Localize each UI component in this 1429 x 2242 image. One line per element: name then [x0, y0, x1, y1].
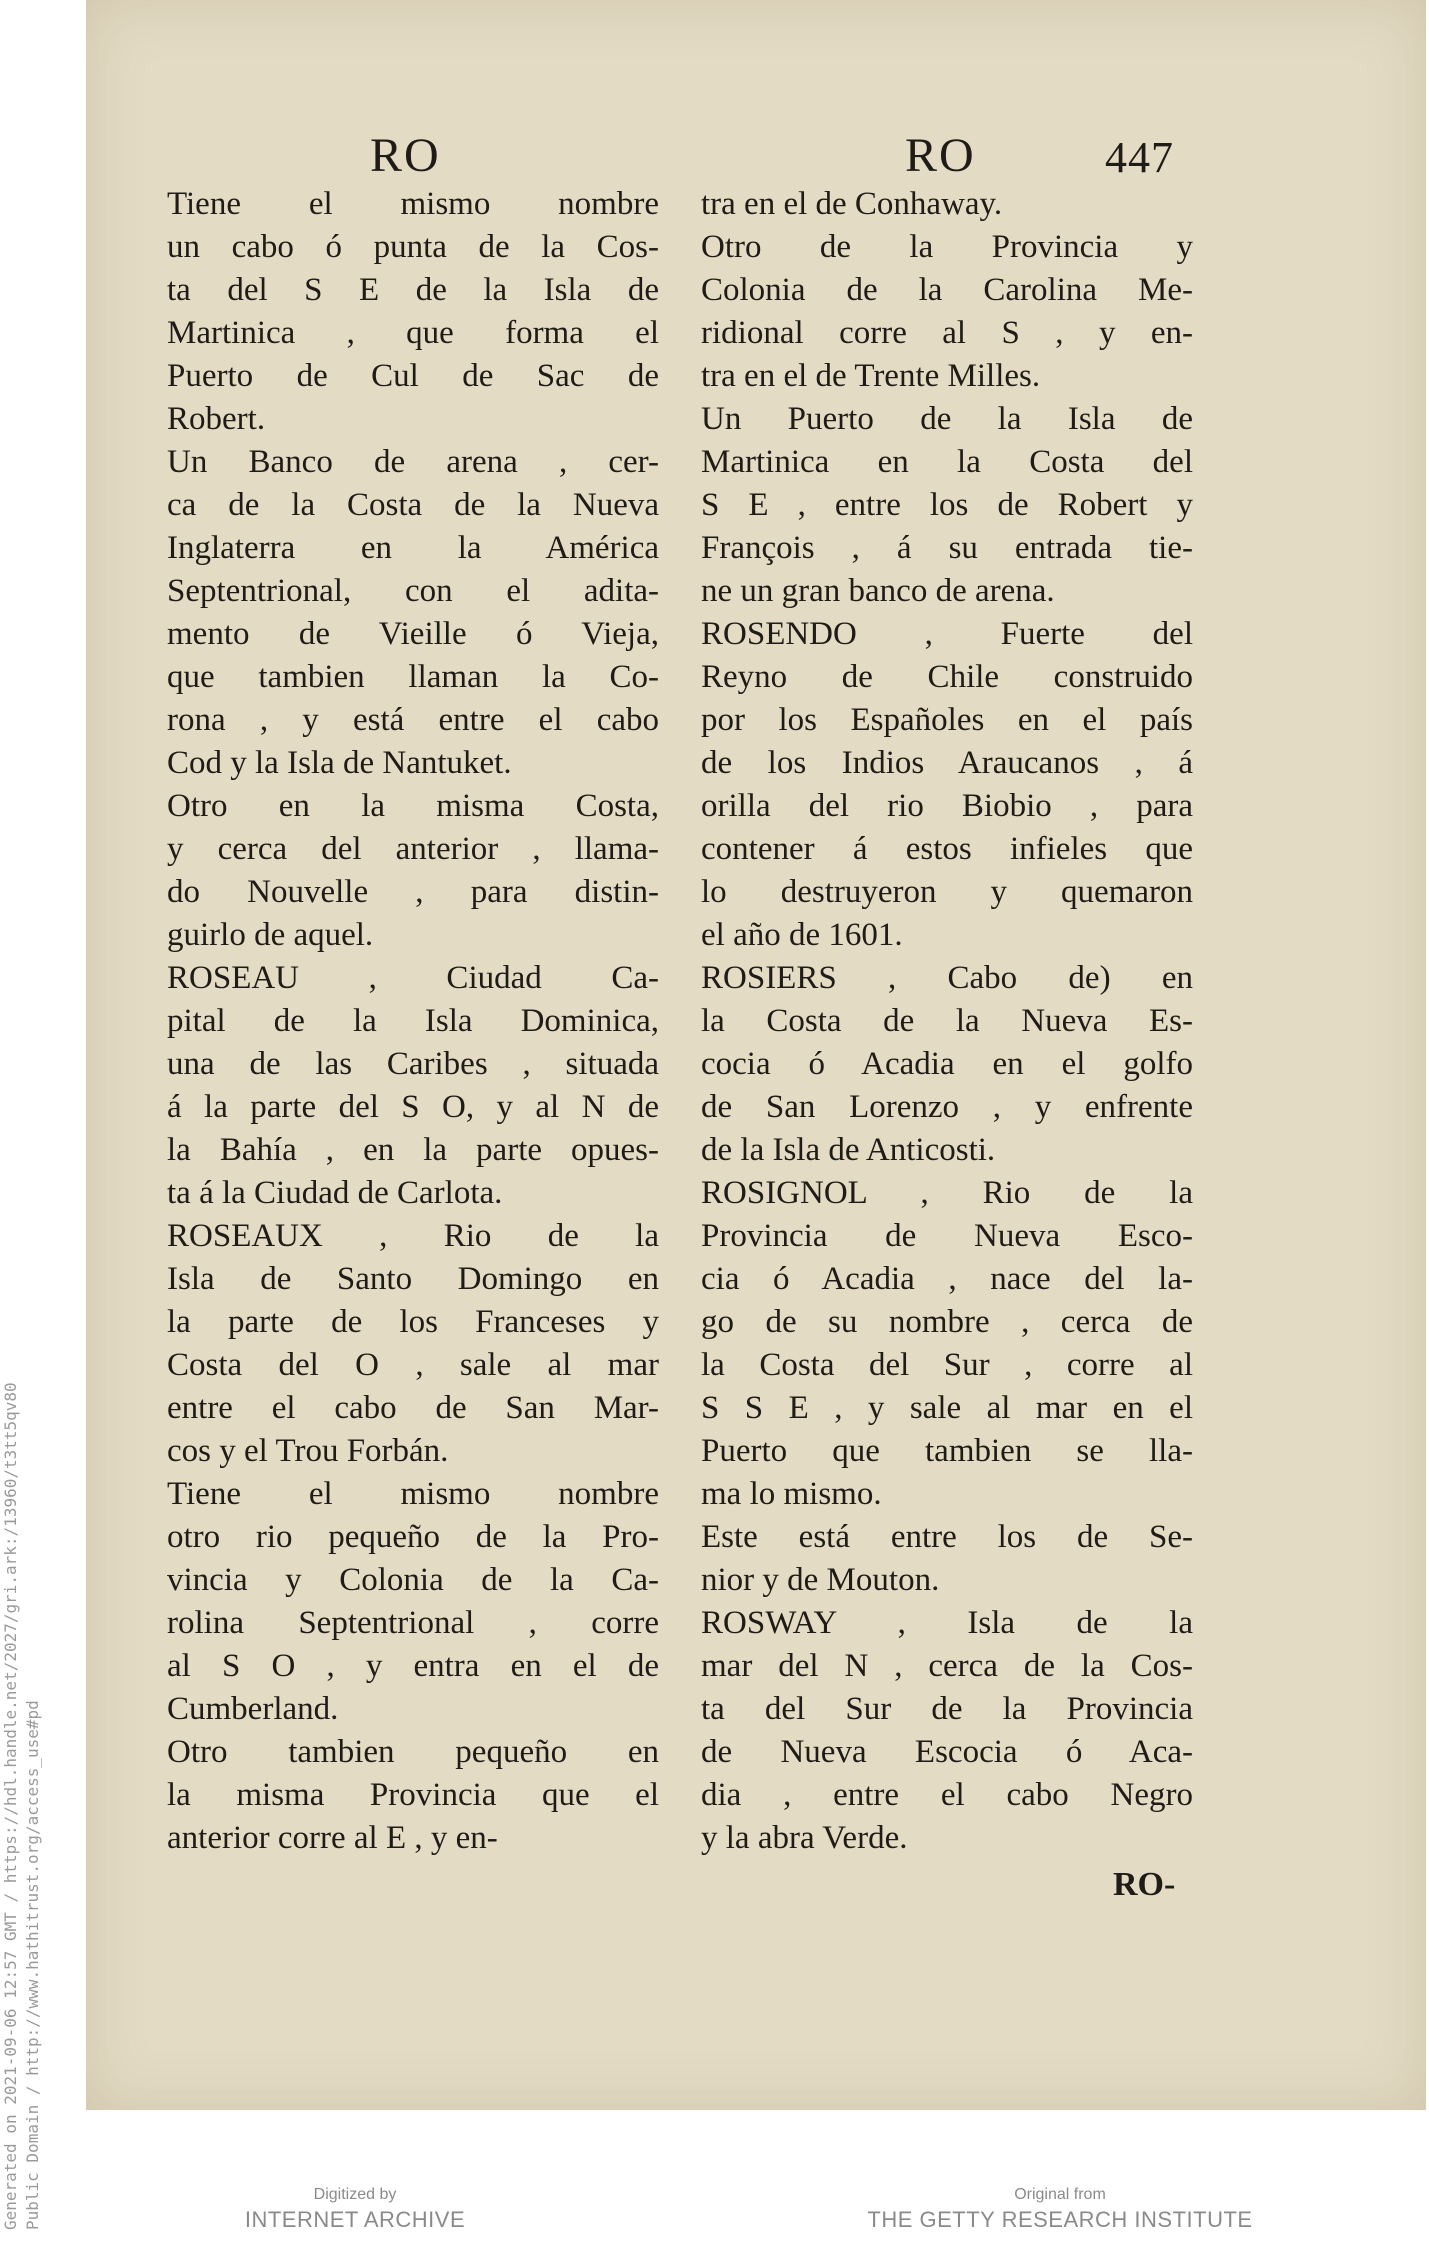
text-line: ROSEAU , Ciudad Ca-	[167, 960, 659, 996]
text-line: S E , entre los de Robert y	[701, 487, 1193, 523]
text-line: vincia y Colonia de la Ca-	[167, 1562, 659, 1598]
text-line: Costa del O , sale al mar	[167, 1347, 659, 1383]
text-line: contener á estos infieles que	[701, 831, 1193, 867]
text-line: cos y el Trou Forbán.	[167, 1433, 449, 1469]
text-line: ne un gran banco de arena.	[701, 573, 1055, 609]
text-line: por los Españoles en el país	[701, 702, 1193, 738]
right-text-column	[701, 183, 1193, 1860]
left-running-header: RO	[370, 129, 441, 182]
text-line: Septentrional, con el adita-	[167, 573, 659, 609]
internet-archive-label: INTERNET ARCHIVE	[244, 2207, 466, 2232]
text-line: Puerto de Cul de Sac de	[167, 358, 659, 394]
text-line: Martinica en la Costa del	[701, 444, 1193, 480]
text-line: Reyno de Chile construido	[701, 659, 1193, 695]
original-from-label: Original from	[1014, 2186, 1106, 2203]
text-line: cia ó Acadia , nace del la-	[701, 1261, 1193, 1297]
text-line: Colonia de la Carolina Me-	[701, 272, 1193, 308]
text-line: una de las Caribes , situada	[167, 1046, 659, 1082]
text-line: ROSWAY , Isla de la	[701, 1605, 1193, 1641]
digitized-by-label: Digitized by	[313, 2186, 397, 2203]
text-line: ridional corre al S , y en-	[701, 315, 1193, 351]
text-line: François , á su entrada tie-	[701, 530, 1193, 566]
text-line: Otro de la Provincia y	[701, 229, 1193, 265]
text-line: Otro tambien pequeño en	[167, 1734, 659, 1770]
left-text-column	[167, 183, 659, 1860]
text-line: ROSIERS , Cabo de) en	[701, 960, 1193, 996]
text-line: la Costa del Sur , corre al	[701, 1347, 1193, 1383]
text-line: orilla del rio Biobio , para	[701, 788, 1193, 824]
text-line: ca de la Costa de la Nueva	[167, 487, 659, 523]
digitized-by-credit	[230, 2184, 480, 2234]
right-running-header: RO	[905, 129, 976, 182]
text-line: el año de 1601.	[701, 917, 903, 953]
text-line: de San Lorenzo , y enfrente	[701, 1089, 1193, 1125]
text-line: guirlo de aquel.	[167, 917, 374, 953]
text-line: otro rio pequeño de la Pro-	[167, 1519, 659, 1555]
text-line: lo destruyeron y quemaron	[701, 874, 1193, 910]
text-line: Provincia de Nueva Esco-	[701, 1218, 1193, 1254]
text-line: á la parte del S O, y al N de	[167, 1089, 659, 1125]
text-line: Martinica , que forma el	[167, 315, 659, 351]
text-line: ta del S E de la Isla de	[167, 272, 659, 308]
text-line: entre el cabo de San Mar-	[167, 1390, 659, 1426]
watermark-line-public-domain: Public Domain / http://www.hathitrust.org/access_use#pd	[23, 1700, 42, 2230]
text-line: y la abra Verde.	[701, 1820, 908, 1856]
text-line: Cumberland.	[167, 1691, 339, 1727]
text-line: S S E , y sale al mar en el	[701, 1390, 1193, 1426]
text-line: mar del N , cerca de la Cos-	[701, 1648, 1193, 1684]
text-line: rolina Septentrional , corre	[167, 1605, 659, 1641]
text-line: al S O , y entra en el de	[167, 1648, 659, 1684]
original-from-credit	[860, 2184, 1260, 2234]
hathitrust-watermark	[0, 1382, 44, 2230]
text-line: Inglaterra en la América	[167, 530, 659, 566]
text-line: que tambien llaman la Co-	[167, 659, 659, 695]
text-line: Robert.	[167, 401, 266, 437]
text-line: la parte de los Franceses y	[167, 1304, 659, 1340]
text-line: anterior corre al E , y en-	[167, 1820, 498, 1856]
text-line: un cabo ó punta de la Cos-	[167, 229, 659, 265]
text-line: go de su nombre , cerca de	[701, 1304, 1193, 1340]
text-line: pital de la Isla Dominica,	[167, 1003, 659, 1039]
text-line: nior y de Mouton.	[701, 1562, 940, 1598]
text-line: ROSEAUX , Rio de la	[167, 1218, 659, 1254]
text-line: la misma Provincia que el	[167, 1777, 659, 1813]
text-line: Un Puerto de la Isla de	[701, 401, 1193, 437]
text-line: rona , y está entre el cabo	[167, 702, 659, 738]
text-line: tra en el de Trente Milles.	[701, 358, 1041, 394]
text-line: ROSIGNOL , Rio de la	[701, 1175, 1193, 1211]
text-line: ta del Sur de la Provincia	[701, 1691, 1193, 1727]
text-line: dia , entre el cabo Negro	[701, 1777, 1193, 1813]
catchword: RO-	[1113, 1866, 1176, 1903]
text-line: de Nueva Escocia ó Aca-	[701, 1734, 1193, 1770]
text-line: Cod y la Isla de Nantuket.	[167, 745, 512, 781]
text-line: Isla de Santo Domingo en	[167, 1261, 659, 1297]
text-line: ta á la Ciudad de Carlota.	[167, 1175, 503, 1211]
text-line: Tiene el mismo nombre	[167, 186, 659, 222]
watermark-line-generated: Generated on 2021-09-06 12:57 GMT / https://hdl.handle.net/2027/gri.ark:/13960/t3tt5qv80	[1, 1382, 20, 2230]
text-line: ma lo mismo.	[701, 1476, 882, 1512]
text-line: Otro en la misma Costa,	[167, 788, 659, 824]
text-line: Puerto que tambien se lla-	[701, 1433, 1193, 1469]
text-line: mento de Vieille ó Vieja,	[167, 616, 659, 652]
text-line: cocia ó Acadia en el golfo	[701, 1046, 1193, 1082]
text-line: Tiene el mismo nombre	[167, 1476, 659, 1512]
text-line: la Costa de la Nueva Es-	[701, 1003, 1193, 1039]
getty-research-institute-label: THE GETTY RESEARCH INSTITUTE	[867, 2207, 1253, 2232]
page-number: 447	[1105, 133, 1174, 182]
text-line: ROSENDO , Fuerte del	[701, 616, 1193, 652]
text-line: Este está entre los de Se-	[701, 1519, 1193, 1555]
text-line: de los Indios Araucanos , á	[701, 745, 1193, 781]
text-line: do Nouvelle , para distin-	[167, 874, 659, 910]
text-line: Un Banco de arena , cer-	[167, 444, 659, 480]
text-line: y cerca del anterior , llama-	[167, 831, 659, 867]
text-line: de la Isla de Anticosti.	[701, 1132, 996, 1168]
text-line: la Bahía , en la parte opues-	[167, 1132, 659, 1168]
text-line: tra en el de Conhaway.	[701, 186, 1003, 222]
